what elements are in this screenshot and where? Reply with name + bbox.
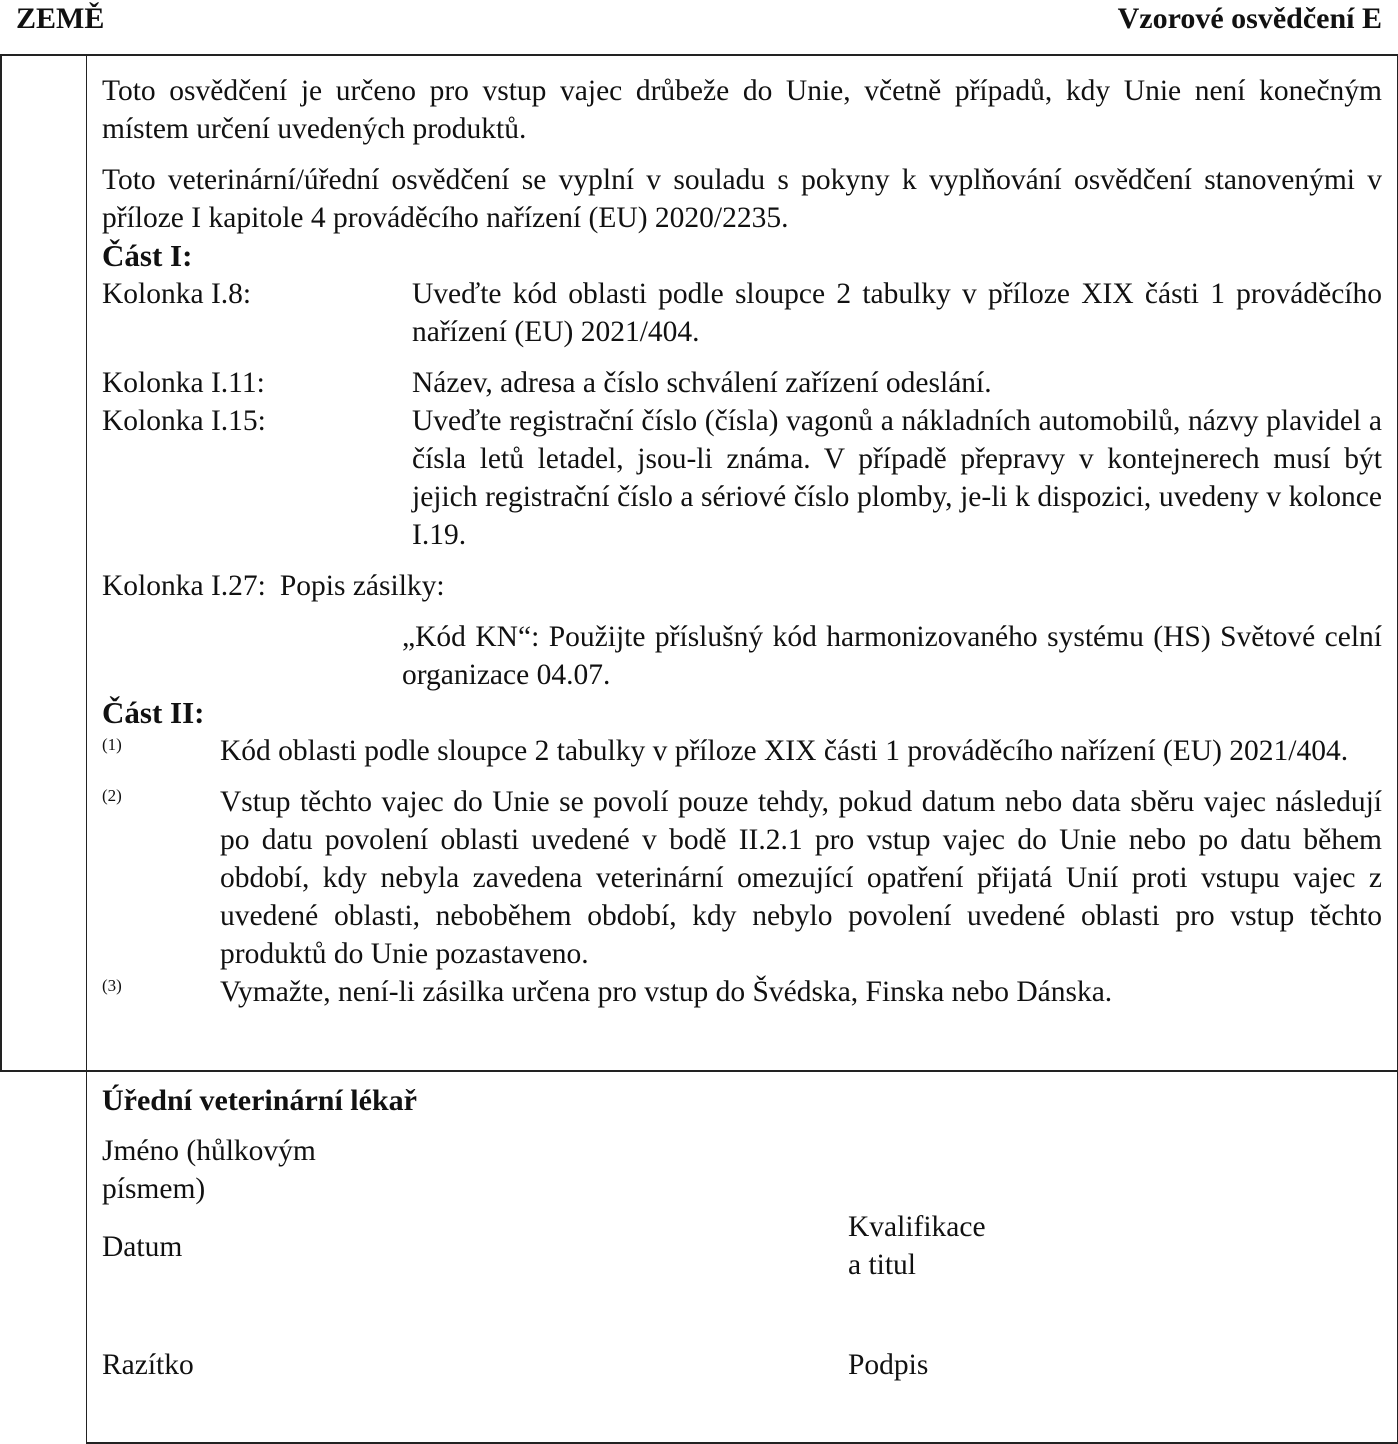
- box-row-i8: [102, 275, 1382, 351]
- box-row-i11: [102, 364, 1382, 402]
- cn-code-note: „Kód KN“: Použijte příslušný kód harmonizovaného systému (HS) Světové celní organizace 04.07.: [402, 621, 1382, 691]
- footnote-2: [102, 783, 1382, 973]
- intro-paragraph-2: Toto veterinární/úřední osvědčení se vyplní v souladu s pokyny k vyplňování osvědčení stanovenými v příloze I kapitole 4 prováděcího nařízení (EU) 2020/2235.: [102, 164, 1382, 234]
- footnote-mark: (2): [102, 786, 122, 805]
- footnote-text: Vstup těchto vajec do Unie se povolí pouze tehdy, pokud datum nebo data sběru vajec následují po datu povolení oblasti uvedené v bodě II.2.1 pro vstup vajec do Unie nebo po datu během období, kdy nebyla zavedena veterinární omezující opatření přijatá Unií proti vstupu vajec z uvedené oblasti, neboběhem období, kdy nebylo povolení uvedené oblasti pro vstup těchto produktů do Unie pozastaveno.: [220, 786, 1382, 970]
- box-text: Popis zásilky:: [279, 570, 445, 602]
- name-label-line-2: písmem): [102, 1173, 206, 1205]
- box-label: Kolonka I.15:: [102, 405, 266, 437]
- country-header: ZEMĚ: [16, 2, 105, 35]
- box-text: Uveďte registrační číslo (čísla) vagonů a nákladních automobilů, názvy plavidel a čísla letů letadel, jsou-li známa. V případě přepravy v kontejnerech musí být jejich registrační číslo a sériové číslo plomby, je-li k dispozici, uvedeny v kolonce I.19.: [412, 405, 1382, 551]
- model-certificate-title: Vzorové osvědčení E: [1117, 2, 1382, 35]
- name-label: [102, 1132, 316, 1208]
- qualification-label: [848, 1208, 986, 1284]
- footnote-3: [102, 973, 1382, 1011]
- box-label: Kolonka I.8:: [102, 278, 252, 310]
- intro-paragraph-1: Toto osvědčení je určeno pro vstup vajec drůbeže do Unie, včetně případů, kdy Unie není konečným místem určení uvedených produktů.: [102, 75, 1382, 145]
- part-1-heading: Část I:: [102, 238, 193, 273]
- qualification-line-1: Kvalifikace: [848, 1211, 986, 1243]
- official-veterinarian-title: Úřední veterinární lékař: [102, 1084, 417, 1117]
- notes-section: [102, 72, 1382, 1011]
- footnote-mark: (3): [102, 976, 122, 995]
- footnote-mark: (1): [102, 735, 122, 754]
- box-row-i27: [102, 567, 1382, 605]
- box-text: Uveďte kód oblasti podle sloupce 2 tabulky v příloze XIX části 1 prováděcího nařízení (EU) 2021/404.: [412, 278, 1382, 348]
- date-label: Datum: [102, 1231, 183, 1263]
- stamp-label: Razítko: [102, 1349, 194, 1381]
- box-row-i15: [102, 402, 1382, 554]
- footnote-text: Kód oblasti podle sloupce 2 tabulky v příloze XIX části 1 prováděcího nařízení (EU) 2021/404.: [220, 735, 1349, 767]
- name-label-line-1: Jméno (hůlkovým: [102, 1135, 316, 1167]
- signature-box: [86, 1070, 1398, 1444]
- footnote-text: Vymažte, není-li zásilka určena pro vstup do Švédska, Finska nebo Dánska.: [220, 976, 1113, 1008]
- qualification-line-2: a titul: [848, 1249, 917, 1281]
- footnote-1: [102, 732, 1382, 770]
- signature-label: Podpis: [848, 1349, 929, 1381]
- signature-section: [102, 1082, 1382, 1124]
- part-2-heading: Část II:: [102, 695, 205, 730]
- box-label: Kolonka I.11:: [102, 367, 265, 399]
- box-label: Kolonka I.27:: [102, 570, 266, 602]
- box-text: Název, adresa a číslo schválení zařízení odeslání.: [412, 367, 992, 399]
